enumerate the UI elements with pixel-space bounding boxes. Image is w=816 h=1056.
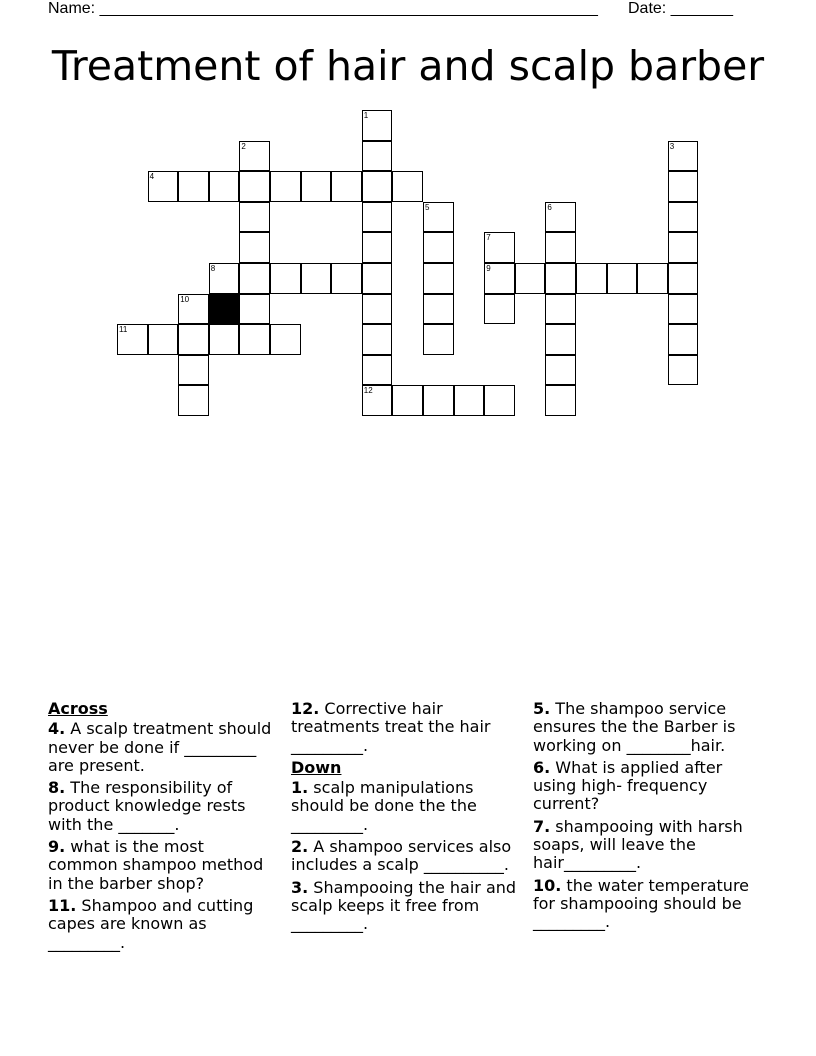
clue-item-number: 6. — [533, 757, 551, 777]
clues-column-3 — [533, 700, 761, 936]
clue-number: 7 — [486, 233, 491, 243]
crossword-cell[interactable] — [668, 294, 699, 325]
crossword-cell[interactable] — [362, 141, 393, 172]
date-field-label: Date: _______ — [628, 0, 733, 17]
crossword-cell[interactable] — [668, 324, 699, 355]
clue-item-number: 12. — [291, 699, 320, 718]
crossword-cell[interactable] — [148, 171, 179, 202]
crossword-cell[interactable] — [270, 171, 301, 202]
clue-item-number: 8. — [48, 778, 66, 798]
clue-item-number: 7. — [533, 816, 551, 836]
crossword-cell[interactable] — [423, 294, 454, 325]
clue-item — [533, 700, 761, 755]
crossword-cell[interactable] — [545, 232, 576, 263]
crossword-cell[interactable] — [362, 110, 393, 141]
crossword-cell[interactable] — [239, 202, 270, 233]
clue-item-text: The responsibility of product knowledge rests with the _______. — [48, 778, 246, 834]
across-heading: Across — [48, 699, 108, 718]
crossword-cell[interactable] — [239, 232, 270, 263]
crossword-cell[interactable] — [423, 263, 454, 294]
crossword-cell[interactable] — [668, 202, 699, 233]
crossword-grid — [0, 0, 816, 440]
crossword-cell[interactable] — [331, 171, 362, 202]
clue-item-number: 1. — [291, 778, 309, 798]
clue-item — [291, 779, 519, 834]
crossword-cell[interactable] — [545, 324, 576, 355]
crossword-cell[interactable] — [178, 355, 209, 386]
clue-item — [533, 877, 761, 932]
clue-item-text: shampooing with harsh soaps, will leave the hair_________. — [533, 816, 743, 873]
clue-number: 11 — [119, 325, 128, 335]
clue-item — [48, 838, 276, 893]
clue-number: 8 — [210, 264, 216, 273]
crossword-cell[interactable] — [178, 294, 209, 325]
crossword-cell[interactable] — [484, 232, 515, 263]
clue-number: 10 — [180, 294, 190, 304]
clues-column-2 — [291, 700, 519, 938]
clue-item — [291, 879, 519, 934]
crossword-cell[interactable] — [423, 324, 454, 355]
clue-item — [48, 779, 276, 834]
crossword-cell[interactable] — [178, 171, 209, 202]
clue-item-text: A shampoo services also includes a scalp __________. — [291, 837, 512, 875]
crossword-cell[interactable] — [362, 202, 393, 233]
clue-item-number: 3. — [291, 877, 309, 897]
clue-number: 3 — [669, 141, 675, 151]
crossword-cell[interactable] — [362, 263, 393, 294]
clue-item — [533, 759, 761, 814]
clue-item-text: Shampoo and cutting capes are known as _________. — [48, 895, 254, 952]
crossword-cell[interactable] — [545, 355, 576, 386]
clue-number: 2 — [241, 141, 246, 151]
crossword-cell[interactable] — [178, 324, 209, 355]
crossword-cell[interactable] — [270, 324, 301, 355]
clue-item-number: 9. — [48, 837, 66, 857]
clue-number: 5 — [425, 202, 430, 212]
clue-item-number: 5. — [533, 699, 551, 718]
clue-number: 1 — [363, 111, 369, 120]
crossword-cell[interactable] — [423, 232, 454, 263]
crossword-cell[interactable] — [117, 324, 148, 355]
clue-item — [533, 818, 761, 873]
crossword-cell[interactable] — [668, 355, 699, 386]
crossword-cell[interactable] — [239, 171, 270, 202]
crossword-cell[interactable] — [178, 385, 209, 416]
crossword-cell[interactable] — [454, 385, 485, 416]
crossword-cell[interactable] — [239, 294, 270, 325]
clues-column-1 — [48, 700, 276, 956]
page-title: Treatment of hair and scalp barber — [51, 42, 765, 90]
crossword-cell[interactable] — [209, 263, 240, 294]
crossword-cell[interactable] — [484, 263, 515, 294]
crossword-cell[interactable] — [545, 202, 576, 233]
crossword-cell[interactable] — [637, 263, 668, 294]
crossword-cell[interactable] — [362, 232, 393, 263]
clue-item-text: the water temperature for shampooing should be _________. — [533, 875, 750, 932]
crossword-cell[interactable] — [484, 294, 515, 325]
crossword-cell[interactable] — [668, 171, 699, 202]
crossword-cell[interactable] — [515, 263, 546, 294]
crossword-block-cell — [209, 294, 240, 325]
crossword-cell[interactable] — [239, 263, 270, 294]
clue-item-text: The shampoo service ensures the the Barber is working on ________hair. — [533, 699, 736, 755]
clue-number: 9 — [486, 264, 491, 273]
clue-item — [48, 720, 276, 775]
clue-item-text: Corrective hair treatments treat the hair _________. — [291, 699, 491, 755]
clue-number: 6 — [547, 202, 552, 212]
clue-item — [291, 838, 519, 875]
crossword-cell[interactable] — [607, 263, 638, 294]
crossword-cell[interactable] — [239, 141, 270, 172]
clue-item-number: 2. — [291, 837, 309, 857]
clue-item-text: Shampooing the hair and scalp keeps it free from _________. — [291, 877, 517, 934]
name-field-label: Name: ________________________________________________________ — [48, 0, 598, 17]
crossword-cell[interactable] — [362, 385, 393, 416]
crossword-cell[interactable] — [545, 294, 576, 325]
down-heading: Down — [291, 757, 342, 777]
crossword-cell[interactable] — [668, 232, 699, 263]
crossword-cell[interactable] — [270, 263, 301, 294]
crossword-cell[interactable] — [148, 324, 179, 355]
clue-item-text: scalp manipulations should be done the the _________. — [291, 778, 477, 834]
clue-item-number: 10. — [533, 875, 562, 895]
crossword-cell[interactable] — [392, 171, 423, 202]
crossword-cell[interactable] — [423, 202, 454, 233]
crossword-cell[interactable] — [576, 263, 607, 294]
crossword-cell[interactable] — [545, 385, 576, 416]
clue-number: 12 — [363, 386, 373, 396]
crossword-cell[interactable] — [209, 171, 240, 202]
crossword-cell[interactable] — [362, 324, 393, 355]
crossword-cell[interactable] — [423, 385, 454, 416]
crossword-cell[interactable] — [362, 171, 393, 202]
crossword-cell[interactable] — [668, 263, 699, 294]
crossword-cell[interactable] — [301, 263, 332, 294]
clue-number: 4 — [149, 172, 155, 182]
crossword-cell[interactable] — [331, 263, 362, 294]
crossword-cell[interactable] — [668, 141, 699, 172]
crossword-cell[interactable] — [545, 263, 576, 294]
crossword-cell[interactable] — [209, 324, 240, 355]
crossword-cell[interactable] — [239, 324, 270, 355]
crossword-cell[interactable] — [484, 385, 515, 416]
clue-item-text: A scalp treatment should never be done if _________ are present. — [48, 719, 272, 775]
clue-item-text: what is the most common shampoo method in the barber shop? — [48, 837, 264, 893]
crossword-cell[interactable] — [362, 355, 393, 386]
clue-item — [48, 897, 276, 952]
clue-item-number: 11. — [48, 895, 77, 915]
crossword-cell[interactable] — [301, 171, 332, 202]
clue-item-text: What is applied after using high- frequency current? — [533, 757, 723, 814]
clue-item-number: 4. — [48, 719, 66, 739]
crossword-cell[interactable] — [392, 385, 423, 416]
clue-item — [291, 700, 519, 755]
crossword-cell[interactable] — [362, 294, 393, 325]
